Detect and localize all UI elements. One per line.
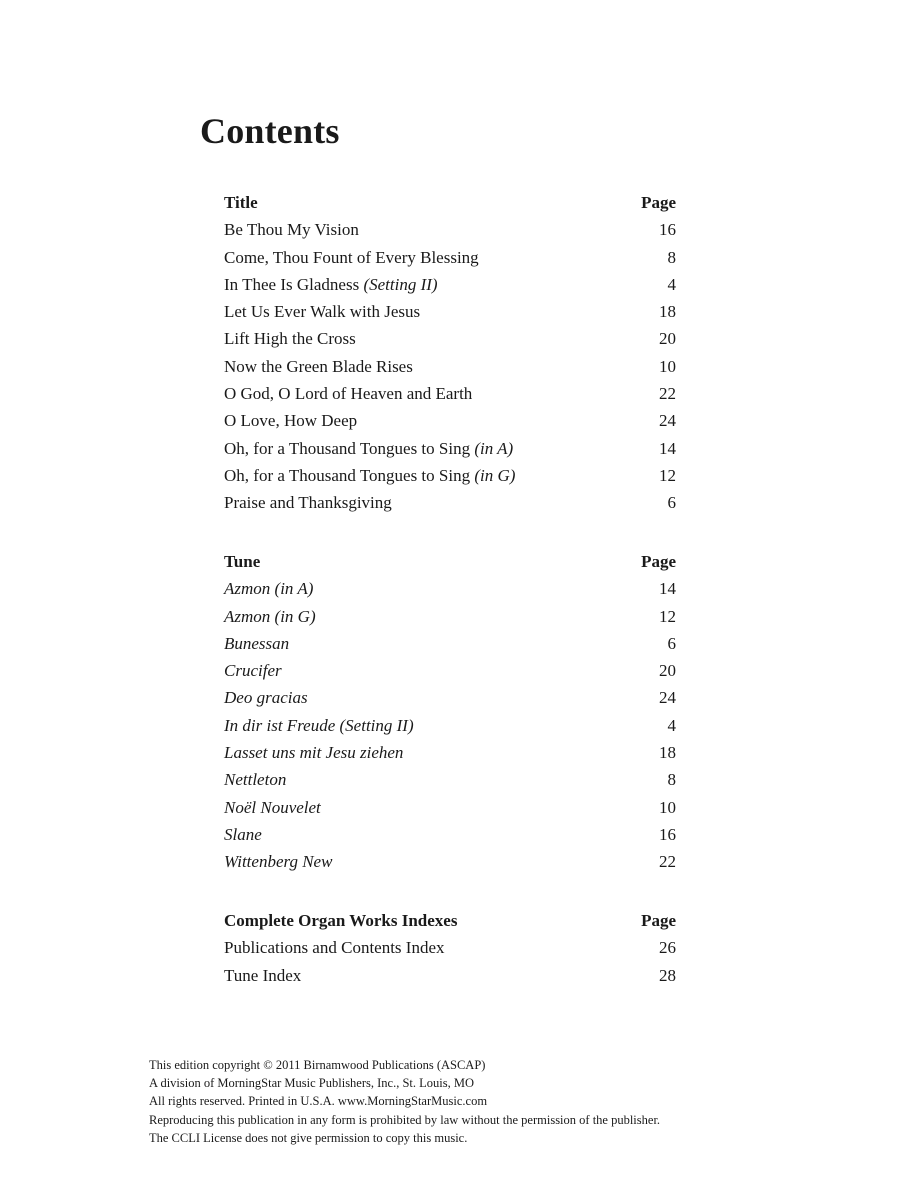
title-page-number: 4 bbox=[667, 274, 676, 294]
title-entry-name bbox=[224, 435, 513, 462]
title-page-number: 10 bbox=[659, 356, 676, 376]
indexes-list bbox=[224, 934, 676, 989]
title-entry bbox=[224, 298, 676, 325]
titles-section bbox=[224, 189, 676, 517]
title-page-number: 14 bbox=[659, 438, 676, 458]
tune-name: Deo gracias bbox=[224, 688, 308, 708]
tune-entry bbox=[224, 712, 676, 739]
footer-line: The CCLI License does not give permission to copy this music. bbox=[149, 1130, 468, 1145]
index-name: Tune Index bbox=[224, 965, 302, 985]
title-entry-name bbox=[224, 298, 420, 325]
tune-name: Crucifer bbox=[224, 661, 282, 681]
title-page-number: 6 bbox=[667, 493, 676, 513]
title-entry bbox=[224, 489, 676, 516]
tune-page-number: 16 bbox=[659, 824, 676, 844]
index-entry bbox=[224, 962, 676, 989]
titles-heading: Title bbox=[224, 193, 258, 212]
titles-page-label: Page bbox=[641, 193, 676, 212]
tunes-page-label: Page bbox=[641, 552, 676, 571]
tune-name: Bunessan bbox=[224, 633, 290, 653]
title-entry-name bbox=[224, 380, 472, 407]
index-page-number: 26 bbox=[659, 938, 676, 958]
tune-entry bbox=[224, 684, 676, 711]
tune-entry bbox=[224, 739, 676, 766]
tune-entry bbox=[224, 848, 676, 875]
tunes-heading: Tune bbox=[224, 552, 261, 571]
tune-name: In dir ist Freude (Setting II) bbox=[224, 715, 414, 735]
title-entry bbox=[224, 325, 676, 352]
title-entry-name bbox=[224, 216, 359, 243]
indexes-page-label: Page bbox=[641, 911, 676, 930]
tune-entry bbox=[224, 657, 676, 684]
title-entry bbox=[224, 216, 676, 243]
title-text: Praise and Thanksgiving bbox=[224, 493, 392, 513]
indexes-header bbox=[224, 907, 676, 934]
index-entry bbox=[224, 934, 676, 961]
tune-page-number: 24 bbox=[659, 688, 676, 708]
tune-name: Azmon (in G) bbox=[224, 606, 316, 626]
title-text: Lift High the Cross bbox=[224, 329, 356, 349]
index-name: Publications and Contents Index bbox=[224, 938, 445, 958]
titles-header bbox=[224, 189, 676, 216]
title-text: O God, O Lord of Heaven and Earth bbox=[224, 384, 473, 404]
tune-entry bbox=[224, 630, 676, 657]
tune-entry bbox=[224, 821, 676, 848]
title-page-number: 16 bbox=[659, 220, 676, 240]
indexes-heading: Complete Organ Works Indexes bbox=[224, 911, 458, 930]
title-page-number: 20 bbox=[659, 329, 676, 349]
title-text: Oh, for a Thousand Tongues to Sing bbox=[224, 438, 475, 458]
tune-page-number: 8 bbox=[667, 770, 676, 790]
tune-name: Wittenberg New bbox=[224, 852, 333, 872]
title-page-number: 8 bbox=[667, 247, 676, 267]
title-text: Let Us Ever Walk with Jesus bbox=[224, 302, 421, 322]
tune-page-number: 18 bbox=[659, 743, 676, 763]
title-entry bbox=[224, 380, 676, 407]
title-entry bbox=[224, 244, 676, 271]
title-setting-note: (in A) bbox=[474, 438, 514, 458]
title-text: Come, Thou Fount of Every Blessing bbox=[224, 247, 479, 267]
tunes-section bbox=[224, 548, 676, 876]
title-entry bbox=[224, 353, 676, 380]
tune-page-number: 4 bbox=[667, 715, 676, 735]
title-entry-name bbox=[224, 462, 515, 489]
title-entry bbox=[224, 271, 676, 298]
title-entry bbox=[224, 462, 676, 489]
title-text: O Love, How Deep bbox=[224, 411, 358, 431]
title-page-number: 22 bbox=[659, 384, 676, 404]
footer-line: All rights reserved. Printed in U.S.A. www.MorningStarMusic.com bbox=[149, 1094, 488, 1109]
title-entry-name bbox=[224, 353, 413, 380]
title-entry-name bbox=[224, 325, 356, 352]
tune-name: Azmon (in A) bbox=[224, 579, 314, 599]
footer-line: A division of MorningStar Music Publishers, Inc., St. Louis, MO bbox=[149, 1076, 475, 1091]
title-page-number: 24 bbox=[659, 411, 676, 431]
tune-name: Lasset uns mit Jesu ziehen bbox=[224, 743, 404, 763]
title-text: Now the Green Blade Rises bbox=[224, 356, 413, 376]
title-entry-name bbox=[224, 407, 357, 434]
tune-page-number: 12 bbox=[659, 606, 676, 626]
titles-list bbox=[224, 216, 676, 516]
title-entry-name bbox=[224, 244, 479, 271]
page-title: Contents bbox=[200, 111, 340, 151]
tune-page-number: 6 bbox=[667, 633, 676, 653]
title-setting-note: (Setting II) bbox=[363, 274, 438, 294]
indexes-section bbox=[224, 907, 676, 989]
title-entry-name bbox=[224, 489, 392, 516]
tunes-header bbox=[224, 548, 676, 575]
title-text: Be Thou My Vision bbox=[224, 220, 359, 240]
index-page-number: 28 bbox=[659, 965, 676, 985]
title-page-number: 12 bbox=[659, 465, 676, 485]
tune-page-number: 10 bbox=[659, 797, 676, 817]
title-text: Oh, for a Thousand Tongues to Sing bbox=[224, 465, 475, 485]
title-page-number: 18 bbox=[659, 302, 676, 322]
title-entry-name bbox=[224, 271, 438, 298]
tune-name: Nettleton bbox=[224, 770, 287, 790]
tune-page-number: 20 bbox=[659, 661, 676, 681]
footer-line: Reproducing this publication in any form is prohibited by law without the permission of the publisher. bbox=[149, 1112, 661, 1127]
tune-entry bbox=[224, 575, 676, 602]
tune-name: Noël Nouvelet bbox=[224, 797, 321, 817]
title-entry bbox=[224, 407, 676, 434]
title-entry bbox=[224, 435, 676, 462]
tune-entry bbox=[224, 603, 676, 630]
copyright-footer bbox=[149, 1056, 660, 1147]
tune-entry bbox=[224, 794, 676, 821]
tune-name: Slane bbox=[224, 824, 262, 844]
title-setting-note: (in G) bbox=[474, 465, 516, 485]
tune-entry bbox=[224, 766, 676, 793]
title-text: In Thee Is Gladness bbox=[224, 274, 364, 294]
tune-page-number: 14 bbox=[659, 579, 676, 599]
tune-page-number: 22 bbox=[659, 852, 676, 872]
tunes-list bbox=[224, 575, 676, 875]
footer-line: This edition copyright © 2011 Birnamwood Publications (ASCAP) bbox=[149, 1058, 486, 1072]
